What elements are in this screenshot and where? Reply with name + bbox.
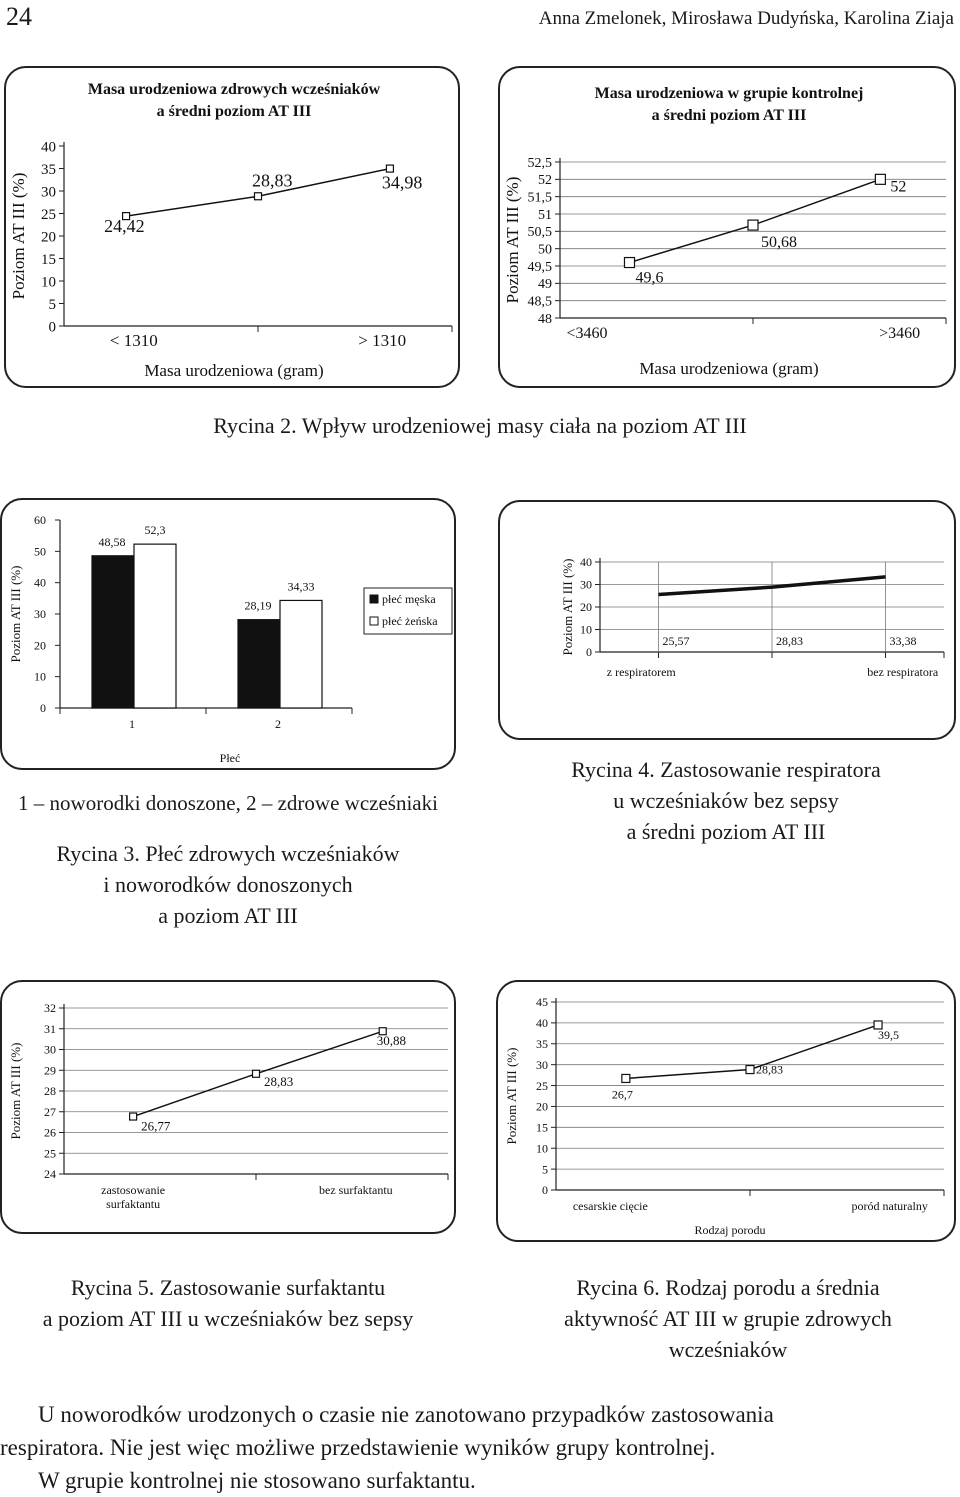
x-tick-label: bez surfaktantu: [319, 1183, 393, 1197]
bar: [92, 556, 134, 708]
caption-fig6-line: Rycina 6. Rodzaj porodu a średnia: [576, 1275, 880, 1300]
x-axis-label: Masa urodzeniowa (gram): [639, 359, 819, 378]
y-tick-label: 49,5: [527, 259, 552, 275]
y-tick-label: 50: [538, 242, 552, 258]
chart-title: Masa urodzeniowa zdrowych wcześniaków: [87, 81, 381, 98]
y-tick-label: 49: [538, 277, 552, 293]
caption-fig3-line: i noworodków donoszonych: [103, 872, 353, 897]
data-label: 33,38: [889, 634, 917, 648]
caption-fig6-line: aktywność AT III w grupie zdrowych: [564, 1306, 892, 1331]
chart-frame-fig2b: [498, 66, 956, 388]
x-tick-label: z respiratorem: [606, 665, 676, 679]
chart-title: a średni poziom AT III: [156, 103, 312, 120]
y-tick-label: 40: [580, 555, 592, 570]
y-tick-label: 50,5: [527, 225, 552, 241]
data-label: 48,58: [98, 534, 126, 549]
body-paragraph: [0, 1398, 960, 1497]
y-tick-label: 29: [44, 1063, 56, 1078]
x-tick-label: cesarskie cięcie: [572, 1199, 648, 1213]
y-axis-label: Poziom AT III (%): [9, 172, 28, 300]
y-tick-label: 10: [536, 1141, 548, 1156]
y-tick-label: 30: [536, 1057, 548, 1072]
data-label: 49,6: [635, 269, 664, 287]
y-tick-label: 50: [34, 544, 46, 559]
y-tick-label: 10: [41, 274, 56, 291]
y-tick-label: 20: [536, 1099, 548, 1114]
chart-fig5: [2, 982, 458, 1236]
x-axis-label: Masa urodzeniowa (gram): [144, 361, 324, 380]
data-label: 24,42: [104, 216, 145, 237]
data-label: 52: [890, 178, 907, 196]
chart-frame-fig3: [0, 498, 456, 770]
chart-fig4: [500, 502, 958, 742]
y-tick-label: 0: [586, 645, 592, 660]
data-label: 26,77: [141, 1118, 171, 1134]
y-axis-label: Poziom AT III (%): [8, 1042, 23, 1140]
data-label: 28,83: [776, 634, 803, 648]
y-tick-label: 0: [542, 1183, 548, 1198]
body-line: U noworodków urodzonych o czasie nie zanotowano przypadków zastosowania: [38, 1402, 774, 1427]
caption-fig4-line: Rycina 4. Zastosowanie respiratora: [571, 757, 881, 782]
caption-fig4-line: a średni poziom AT III: [626, 819, 826, 844]
page-number: 24: [6, 2, 32, 31]
caption-fig5-line: a poziom AT III u wcześniaków bez sepsy: [42, 1306, 414, 1331]
legend-label: płeć żeńska: [382, 614, 438, 628]
chart-frame-fig6: [496, 980, 956, 1242]
y-tick-label: 27: [44, 1104, 56, 1119]
data-label: 25,57: [662, 634, 690, 648]
y-tick-label: 20: [41, 229, 56, 246]
data-label: 34,33: [287, 579, 315, 594]
data-point-marker: [748, 220, 758, 230]
chart-fig3: [2, 500, 458, 772]
data-label: 28,83: [756, 1062, 783, 1077]
x-tick-label: >3460: [879, 325, 921, 342]
caption-fig3-line: Rycina 3. Płeć zdrowych wcześniaków: [56, 841, 400, 866]
x-tick-label: bez respiratora: [867, 665, 939, 679]
y-tick-label: 10: [580, 622, 592, 637]
y-tick-label: 30: [580, 577, 592, 592]
running-header-authors: Anna Zmelonek, Mirosława Dudyńska, Karolina Ziaja: [538, 8, 954, 29]
y-axis-label: Poziom AT III (%): [504, 1047, 519, 1145]
y-tick-label: 51: [538, 207, 552, 223]
y-tick-label: 30: [41, 184, 56, 201]
x-tick-label: <3460: [566, 325, 608, 342]
data-label: 34,98: [381, 172, 423, 193]
y-tick-label: 45: [536, 995, 548, 1010]
x-axis-label: Płeć: [219, 751, 241, 765]
x-tick-label: poród naturalny: [851, 1199, 928, 1213]
y-tick-label: 40: [536, 1016, 548, 1031]
y-tick-label: 48,5: [527, 294, 552, 310]
y-tick-label: 25: [41, 206, 56, 223]
data-label: 39,5: [878, 1027, 900, 1042]
caption-fig3: [0, 838, 456, 931]
y-tick-label: 15: [41, 251, 56, 268]
body-line: W grupie kontrolnej nie stosowano surfaktantu.: [38, 1468, 476, 1493]
body-line: respiratora. Nie jest więc możliwe przedstawienie wyników grupy kontrolnej.: [0, 1435, 716, 1460]
caption-fig5-line: Rycina 5. Zastosowanie surfaktantu: [70, 1275, 386, 1300]
y-tick-label: 0: [40, 701, 46, 715]
caption-fig3-note: 1 – noworodki donoszone, 2 – zdrowe wcześniaki: [18, 791, 438, 815]
caption-fig2: Rycina 2. Wpływ urodzeniowej masy ciała na poziom AT III: [213, 413, 747, 438]
data-point-marker: [130, 1113, 137, 1120]
legend-swatch: [370, 617, 378, 625]
y-axis-label: Poziom AT III (%): [560, 558, 575, 656]
y-tick-label: 0: [48, 319, 56, 336]
y-tick-label: 51,5: [527, 190, 552, 206]
y-tick-label: 10: [34, 669, 46, 684]
y-tick-label: 48: [538, 311, 552, 327]
data-point-marker: [875, 174, 885, 184]
x-tick-label: zastosowanie surfaktantu: [101, 1183, 166, 1211]
legend-swatch: [370, 595, 378, 603]
data-point-marker: [386, 165, 393, 172]
y-tick-label: 15: [536, 1120, 548, 1135]
data-point-marker: [253, 1070, 260, 1077]
data-point-marker: [624, 258, 634, 268]
caption-fig6-line: wcześniaków: [668, 1337, 788, 1362]
caption-fig4: [480, 754, 960, 847]
chart-frame-fig2a: [4, 66, 460, 388]
data-label: 28,83: [264, 1073, 294, 1089]
chart-title: a średni poziom AT III: [651, 107, 807, 124]
legend: [364, 588, 452, 634]
data-point-marker: [622, 1074, 630, 1082]
y-tick-label: 40: [41, 139, 56, 156]
y-tick-label: 32: [44, 1001, 56, 1016]
data-label: 50,68: [761, 234, 797, 252]
y-tick-label: 30: [34, 607, 46, 621]
bar: [238, 620, 280, 708]
caption-fig3-line: a poziom AT III: [158, 903, 298, 928]
chart-frame-fig4: [498, 500, 956, 740]
x-tick-label: 1: [129, 717, 135, 731]
x-axis-label: Rodzaj porodu: [694, 1223, 766, 1237]
chart-fig6: [498, 982, 958, 1244]
x-tick-label: 2: [275, 717, 281, 731]
chart-fig2b: [500, 68, 958, 390]
y-tick-label: 52: [538, 173, 552, 189]
chart-fig2a: [6, 68, 462, 390]
y-tick-label: 25: [536, 1078, 548, 1093]
chart-frame-fig5: [0, 980, 456, 1234]
y-tick-label: 60: [34, 513, 46, 527]
y-tick-label: 5: [48, 296, 56, 313]
legend-label: płeć męska: [382, 592, 436, 606]
y-tick-label: 25: [44, 1146, 56, 1161]
data-label: 30,88: [376, 1033, 406, 1049]
x-tick-label: > 1310: [358, 331, 407, 350]
y-tick-label: 31: [44, 1021, 56, 1036]
data-label: 28,19: [244, 598, 272, 613]
y-tick-label: 5: [542, 1162, 548, 1177]
data-point-marker: [255, 193, 262, 200]
y-tick-label: 20: [580, 600, 592, 615]
chart-title: Masa urodzeniowa w grupie kontrolnej: [594, 85, 864, 102]
y-tick-label: 30: [44, 1042, 56, 1057]
caption-fig4-line: u wcześniaków bez sepsy: [613, 788, 839, 813]
data-label: 26,7: [611, 1087, 633, 1102]
y-tick-label: 35: [41, 161, 56, 178]
y-tick-label: 52,5: [527, 155, 552, 171]
y-tick-label: 24: [44, 1167, 56, 1182]
y-tick-label: 26: [44, 1125, 56, 1140]
y-axis-label: Poziom AT III (%): [503, 176, 522, 304]
y-tick-label: 28: [44, 1084, 56, 1099]
bar: [280, 600, 322, 708]
x-tick-label: < 1310: [109, 331, 158, 350]
y-tick-label: 20: [34, 638, 46, 653]
data-point-marker: [746, 1066, 754, 1074]
bar: [134, 544, 176, 708]
y-tick-label: 35: [536, 1036, 548, 1051]
caption-fig5: [0, 1272, 456, 1334]
data-label: 52,3: [144, 523, 166, 538]
caption-fig6: [498, 1272, 958, 1365]
data-label: 28,83: [252, 170, 293, 191]
y-axis-label: Poziom AT III (%): [8, 565, 23, 663]
y-tick-label: 40: [34, 575, 46, 590]
